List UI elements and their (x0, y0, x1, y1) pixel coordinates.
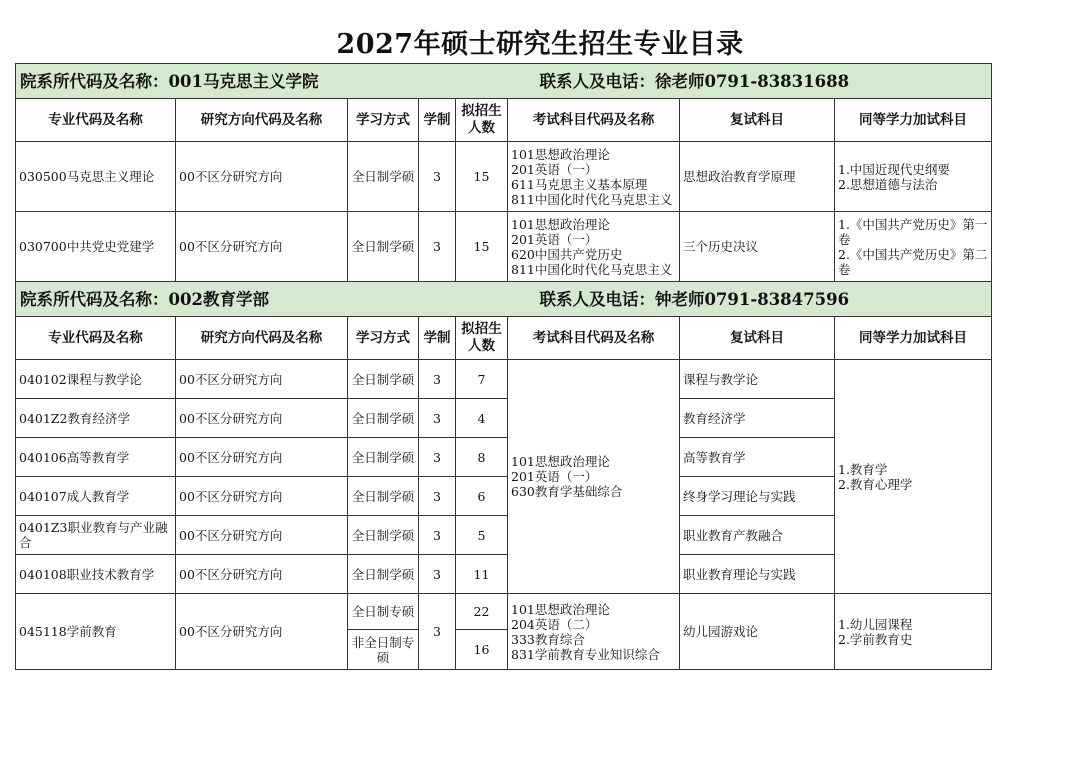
department-header-row (16, 64, 992, 99)
column-header: 专业代码及名称 (16, 317, 176, 360)
exam-subject: 620中国共产党历史 (511, 246, 623, 262)
years-cell: 3 (419, 477, 456, 516)
retest-cell: 幼儿园游戏论 (680, 594, 835, 670)
column-header: 学习方式 (348, 317, 419, 360)
direction-cell: 00不区分研究方向 (176, 399, 348, 438)
major-cell: 030500马克思主义理论 (16, 142, 176, 212)
mode-cell: 全日制学硕 (348, 212, 419, 282)
exam-subject: 201英语（一） (511, 161, 598, 177)
catalog-table (15, 63, 992, 670)
column-header: 考试科目代码及名称 (508, 317, 680, 360)
direction-cell: 00不区分研究方向 (176, 477, 348, 516)
exam-subject: 201英语（一） (511, 469, 598, 484)
column-header: 专业代码及名称 (16, 99, 176, 142)
quota-cell: 11 (456, 555, 508, 594)
major-cell: 030700中共党史党建学 (16, 212, 176, 282)
major-cell: 040108职业技术教育学 (16, 555, 176, 594)
retest-cell: 高等教育学 (680, 438, 835, 477)
extra-subject: 2.思想道德与法治 (838, 176, 938, 192)
quota-cell: 5 (456, 516, 508, 555)
years-cell: 3 (419, 212, 456, 282)
direction-cell: 00不区分研究方向 (176, 555, 348, 594)
exam-subject: 831学前教育专业知识综合 (511, 646, 660, 662)
column-header: 学制 (419, 317, 456, 360)
retest-cell: 思想政治教育学原理 (680, 142, 835, 212)
extra-cell (835, 212, 992, 282)
quota-cell: 7 (456, 360, 508, 399)
quota-cell: 22 (456, 594, 508, 630)
column-header: 学习方式 (348, 99, 419, 142)
extra-subject: 2.《中国共产党历史》第二卷 (838, 246, 988, 277)
column-header: 研究方向代码及名称 (176, 99, 348, 142)
direction-cell: 00不区分研究方向 (176, 360, 348, 399)
exam-subject: 611马克思主义基本原理 (511, 176, 648, 192)
extra-subject: 1.幼儿园课程 (838, 616, 913, 632)
retest-cell: 职业教育产教融合 (680, 516, 835, 555)
direction-cell: 00不区分研究方向 (176, 142, 348, 212)
years-cell: 3 (419, 142, 456, 212)
major-cell: 040106高等教育学 (16, 438, 176, 477)
mode-cell: 全日制学硕 (348, 142, 419, 212)
years-cell: 3 (419, 360, 456, 399)
mode-cell: 全日制学硕 (348, 360, 419, 399)
exam-cell (508, 594, 680, 670)
quota-cell: 16 (456, 630, 508, 670)
exam-subject: 630教育学基础综合 (511, 484, 623, 499)
shared-extra-cell (835, 360, 992, 594)
retest-cell: 职业教育理论与实践 (680, 555, 835, 594)
exam-subject: 101思想政治理论 (511, 216, 610, 232)
department-header (16, 282, 992, 317)
retest-cell: 三个历史决议 (680, 212, 835, 282)
column-header-row (16, 317, 992, 360)
exam-cell (508, 212, 680, 282)
department-name: 院系所代码及名称：001马克思主义学院 (20, 71, 319, 91)
quota-cell: 15 (456, 212, 508, 282)
column-header: 拟招生人数 (456, 317, 508, 360)
major-row (16, 594, 992, 630)
quota-cell: 4 (456, 399, 508, 438)
mode-cell: 全日制学硕 (348, 438, 419, 477)
column-header: 同等学力加试科目 (835, 317, 992, 360)
years-cell: 3 (419, 399, 456, 438)
major-cell: 040102课程与教学论 (16, 360, 176, 399)
extra-subject: 2.学前教育史 (838, 631, 913, 647)
quota-cell: 15 (456, 142, 508, 212)
department-header (16, 64, 992, 99)
years-cell: 3 (419, 438, 456, 477)
department-contact: 联系人及电话：钟老师0791-83847596 (539, 289, 850, 309)
retest-cell: 教育经济学 (680, 399, 835, 438)
major-cell: 0401Z2教育经济学 (16, 399, 176, 438)
extra-cell (835, 594, 992, 670)
direction-cell: 00不区分研究方向 (176, 516, 348, 555)
major-row (16, 360, 992, 399)
exam-subject: 811中国化时代化马克思主义 (511, 191, 673, 207)
retest-cell: 终身学习理论与实践 (680, 477, 835, 516)
department-name: 院系所代码及名称：002教育学部 (20, 289, 269, 309)
exam-subject: 101思想政治理论 (511, 454, 610, 469)
major-row (16, 142, 992, 212)
mode-cell: 全日制专硕 (348, 594, 419, 630)
column-header: 同等学力加试科目 (835, 99, 992, 142)
extra-subject: 1.中国近现代史纲要 (838, 161, 950, 177)
years-cell: 3 (419, 516, 456, 555)
department-contact: 联系人及电话：徐老师0791-83831688 (539, 71, 850, 91)
extra-subject: 1.《中国共产党历史》第一卷 (838, 216, 988, 247)
exam-subject: 204英语（二） (511, 616, 598, 632)
major-cell: 0401Z3职业教育与产业融合 (16, 516, 176, 555)
shared-exam-cell (508, 360, 680, 594)
column-header: 学制 (419, 99, 456, 142)
mode-cell: 全日制学硕 (348, 555, 419, 594)
major-cell: 045118学前教育 (16, 594, 176, 670)
column-header: 研究方向代码及名称 (176, 317, 348, 360)
mode-cell: 全日制学硕 (348, 516, 419, 555)
exam-subject: 201英语（一） (511, 231, 598, 247)
column-header-row (16, 99, 992, 142)
exam-subject: 811中国化时代化马克思主义 (511, 261, 673, 277)
column-header: 复试科目 (680, 99, 835, 142)
direction-cell: 00不区分研究方向 (176, 594, 348, 670)
quota-cell: 8 (456, 438, 508, 477)
exam-subject: 101思想政治理论 (511, 146, 610, 162)
exam-subject: 333教育综合 (511, 631, 585, 647)
direction-cell: 00不区分研究方向 (176, 438, 348, 477)
mode-cell: 全日制学硕 (348, 399, 419, 438)
major-cell: 040107成人教育学 (16, 477, 176, 516)
page-title: 2027年硕士研究生招生专业目录 (336, 29, 744, 60)
direction-cell: 00不区分研究方向 (176, 212, 348, 282)
mode-cell: 全日制学硕 (348, 477, 419, 516)
quota-cell: 6 (456, 477, 508, 516)
years-cell: 3 (419, 555, 456, 594)
extra-subject: 2.教育心理学 (838, 476, 913, 492)
department-header-row (16, 282, 992, 317)
retest-cell: 课程与教学论 (680, 360, 835, 399)
exam-cell (508, 142, 680, 212)
column-header: 考试科目代码及名称 (508, 99, 680, 142)
exam-subject: 101思想政治理论 (511, 601, 610, 617)
extra-subject: 1.教育学 (838, 461, 888, 477)
years-cell: 3 (419, 594, 456, 670)
mode-cell: 非全日制专硕 (348, 630, 419, 670)
major-row (16, 212, 992, 282)
column-header: 复试科目 (680, 317, 835, 360)
column-header: 拟招生人数 (456, 99, 508, 142)
extra-cell (835, 142, 992, 212)
